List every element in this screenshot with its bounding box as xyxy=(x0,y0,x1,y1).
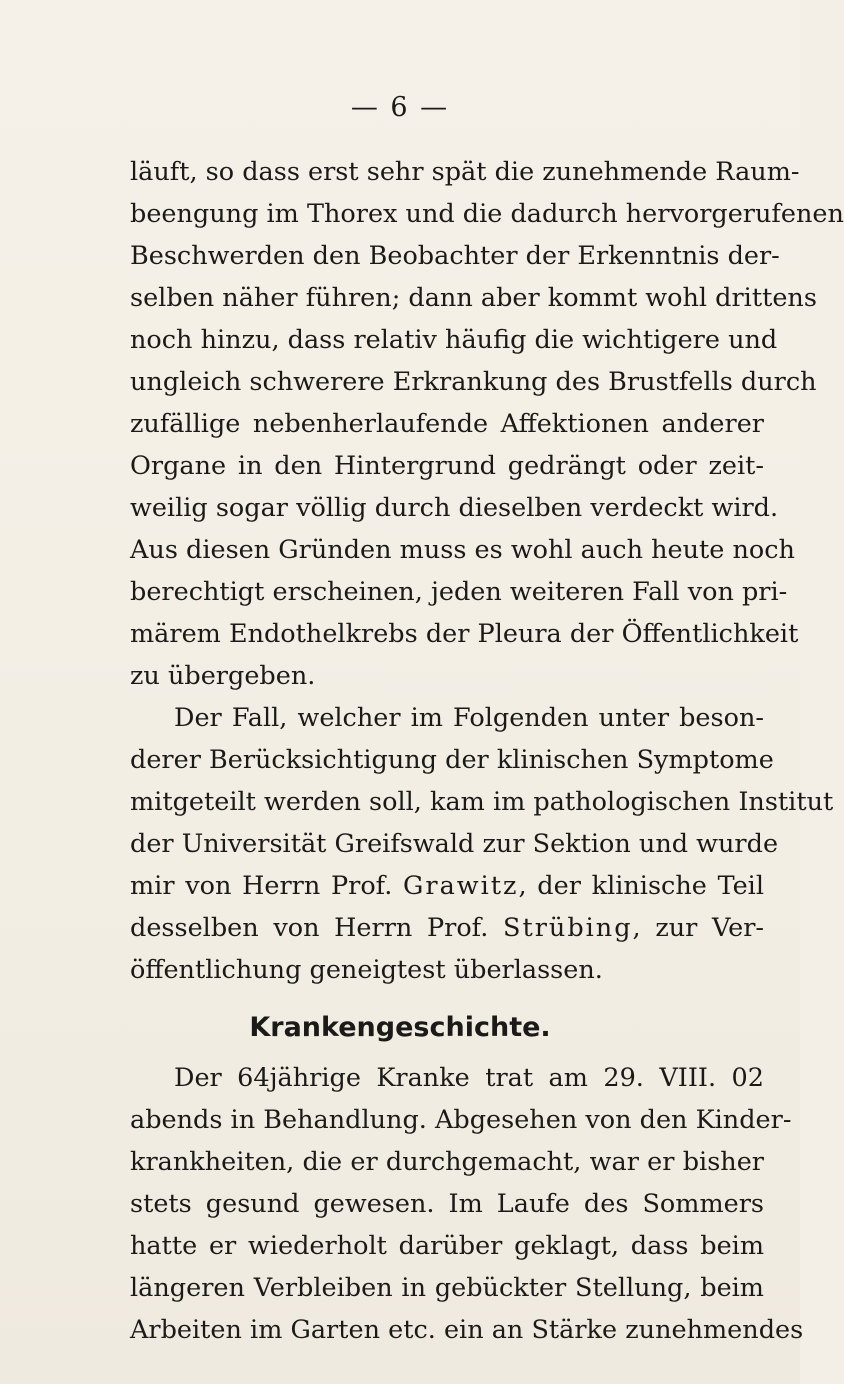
text-line: zufällige nebenherlaufende Affektionen anderer xyxy=(130,409,764,439)
section-heading: Krankengeschichte. xyxy=(249,1012,551,1043)
text-line: Organe in den Hintergrund gedrängt oder zeit- xyxy=(130,451,764,481)
text-line: ungleich schwerere Erkrankung des Brustfells durch xyxy=(130,367,817,397)
text-line: Der 64jährige Kranke trat am 29. VIII. 02 xyxy=(174,1063,764,1093)
text-line xyxy=(130,910,764,946)
text-line: Beschwerden den Beobachter der Erkenntnis der- xyxy=(130,241,780,271)
text-line: der Universität Greifswald zur Sektion und wurde xyxy=(130,829,779,859)
text-line: weilig sogar völlig durch dieselben verdeckt wird. xyxy=(130,493,779,523)
text-fragment: , zur Ver- xyxy=(632,913,764,943)
text-line: Aus diesen Gründen muss es wohl auch heute noch xyxy=(130,535,795,565)
text-line: Der Fall, welcher im Folgenden unter beson- xyxy=(174,703,764,733)
text-line: mitgeteilt werden soll, kam im pathologischen Institut xyxy=(130,787,834,817)
person-name: Strübing xyxy=(502,913,633,943)
page-number: — 6 — xyxy=(350,92,450,123)
text-fragment: mir von Herrn Prof. xyxy=(130,871,404,901)
text-line: derer Berücksichtigung der klinischen Symptome xyxy=(130,745,774,775)
text-line: Arbeiten im Garten etc. ein an Stärke zunehmendes xyxy=(130,1315,804,1345)
text-line: öffentlichung geneigtest überlassen. xyxy=(130,955,603,985)
text-line xyxy=(130,868,764,904)
person-name: Grawitz xyxy=(403,871,519,901)
text-line: noch hinzu, dass relativ häufig die wichtigere und xyxy=(130,325,778,355)
text-line: längeren Verbleiben in gebückter Stellung, beim xyxy=(130,1273,764,1303)
text-line: krankheiten, die er durchgemacht, war er bisher xyxy=(130,1147,764,1177)
text-line: zu übergeben. xyxy=(130,661,316,691)
text-line: märem Endothelkrebs der Pleura der Öffentlichkeit xyxy=(130,619,799,649)
text-line: stets gesund gewesen. Im Laufe des Sommers xyxy=(130,1189,764,1219)
text-line: beengung im Thorex und die dadurch hervorgerufenen xyxy=(130,199,844,229)
text-fragment: , der klinische Teil xyxy=(518,871,764,901)
text-fragment: desselben von Herrn Prof. xyxy=(130,913,503,943)
text-line: hatte er wiederholt darüber geklagt, dass beim xyxy=(130,1231,764,1261)
text-line: selben näher führen; dann aber kommt wohl drittens xyxy=(130,283,817,313)
text-line: abends in Behandlung. Abgesehen von den Kinder- xyxy=(130,1105,792,1135)
text-line: läuft, so dass erst sehr spät die zunehmende Raum- xyxy=(130,157,800,187)
text-line: berechtigt erscheinen, jeden weiteren Fall von pri- xyxy=(130,577,788,607)
